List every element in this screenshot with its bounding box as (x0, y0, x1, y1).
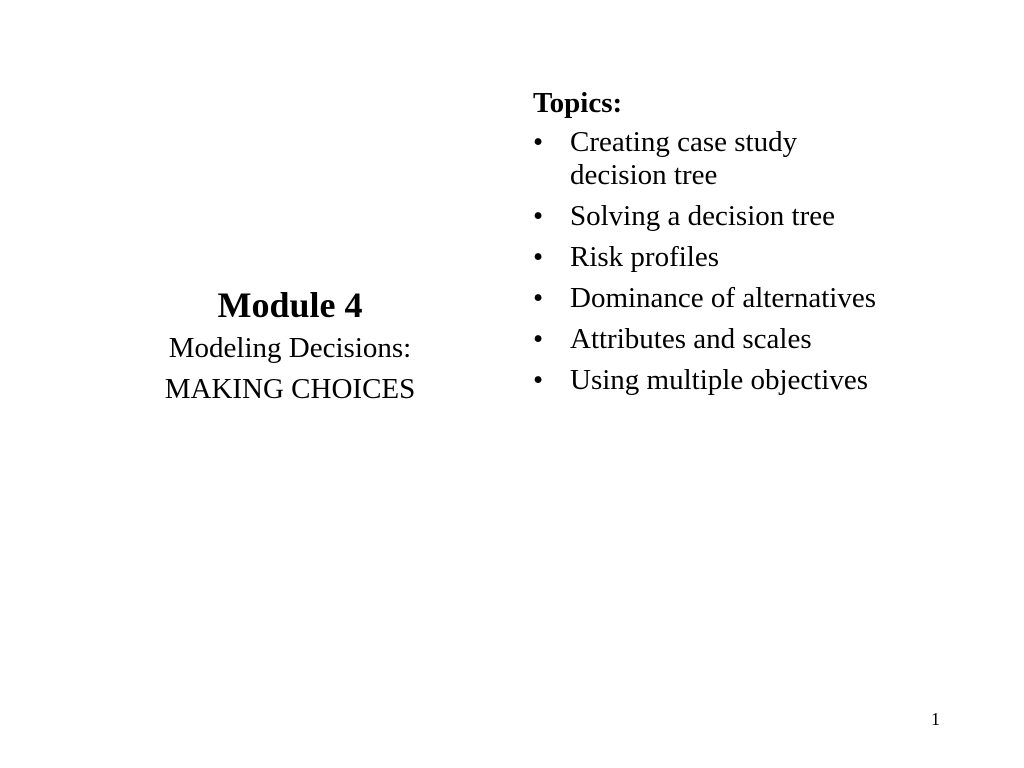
bullet: • (533, 323, 544, 355)
subtitle-line-2: MAKING CHOICES (164, 373, 416, 405)
list-item (533, 282, 1003, 315)
module-title: Module 4 (217, 285, 363, 325)
bullet: • (533, 241, 544, 273)
list-item-label: Attributes and scales (570, 323, 812, 355)
list-item-label: Using multiple objectives (570, 364, 869, 396)
bullet: • (533, 200, 544, 232)
topics-list (533, 126, 1003, 397)
list-item (533, 200, 1003, 233)
list-item (533, 126, 1003, 192)
topics-heading: Topics: (533, 87, 623, 119)
list-item-label: Risk profiles (570, 241, 720, 273)
page-number: 1 (931, 709, 940, 729)
list-item (533, 323, 1003, 356)
title-block (100, 282, 480, 410)
topics-panel (533, 84, 1003, 397)
bullet: • (533, 364, 544, 396)
bullet: • (533, 282, 544, 314)
list-item-label: Solving a decision tree (570, 200, 835, 232)
bullet: • (533, 126, 544, 158)
list-item (533, 241, 1003, 274)
subtitle-line-1: Modeling Decisions: (168, 332, 412, 364)
list-item-label: Dominance of alternatives (570, 282, 876, 314)
list-item-label: Creating case study decision tree (570, 126, 798, 191)
list-item (533, 364, 1003, 397)
